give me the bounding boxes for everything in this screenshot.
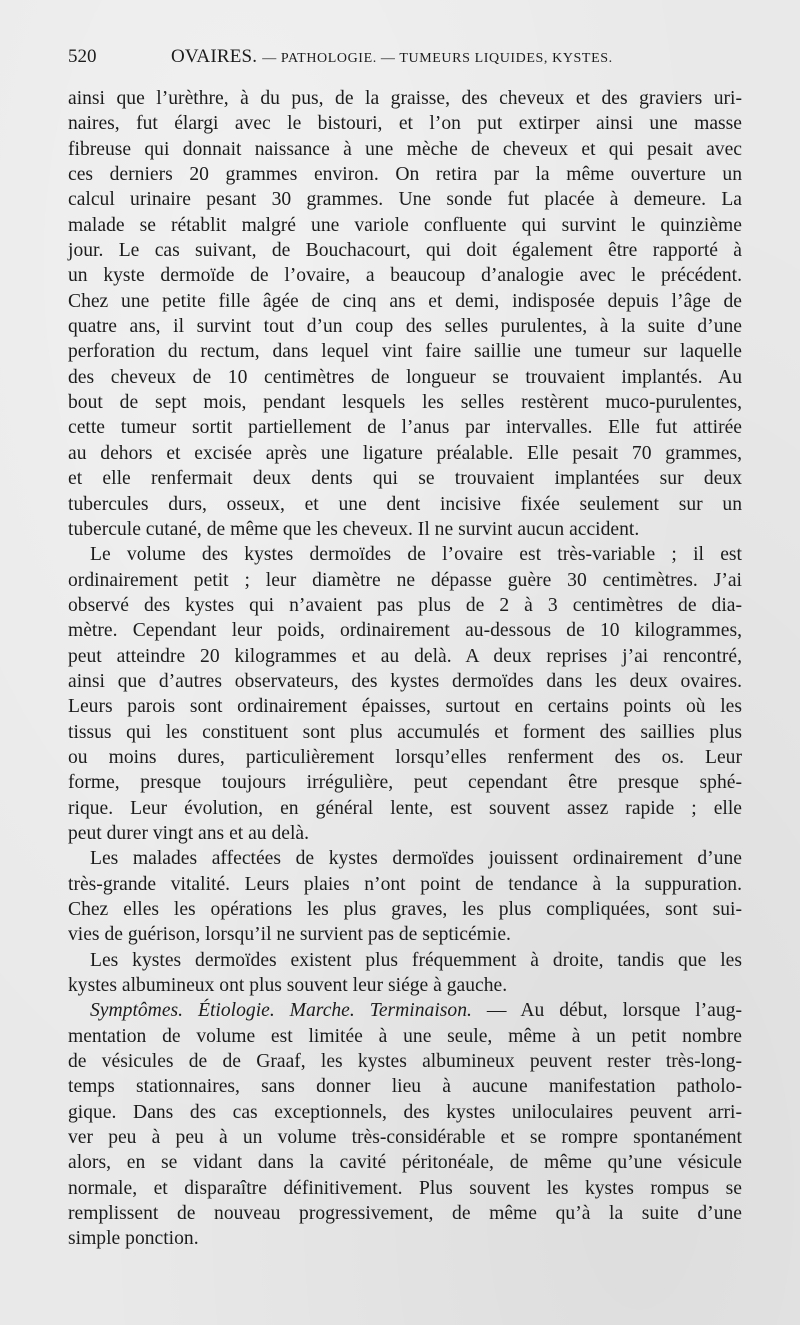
text-line: tubercule cutané, de même que les cheveux. Il ne survint aucun accident. [68,518,640,540]
text-line: forme, presque toujours irrégulière, peut cependant être presque sphé- [68,772,742,794]
text-line: Les malades affectées de kystes dermoïdes jouissent ordinairement d’une [90,848,742,870]
text-line: et elle renfermait deux dents qui se trouvaient implantées sur deux [68,468,742,490]
text-line: Chez une petite fille âgée de cinq ans et demi, indisposée depuis l’âge de [68,290,742,312]
text-line: tubercules durs, osseux, et une dent incisive fixée seulement sur un [68,493,742,515]
text-line: au dehors et excisée après une ligature préalable. Elle pesait 70 grammes, [68,442,742,464]
text-line: peut atteindre 20 kilogrammes et au delà. A deux reprises j’ai rencontré, [68,645,742,667]
text-line: perforation du rectum, dans lequel vint faire saillie une tumeur sur laquelle [68,341,742,363]
text-line: quatre ans, il survint tout d’un coup des selles purulentes, à la suite d’une [68,316,742,338]
page-number: 520 [68,46,97,67]
text-line: naires, fut élargi avec le bistouri, et l’on put extirper ainsi une masse [68,113,742,135]
text-line: mentation de volume est limitée à une seule, même à un petit nombre [68,1025,742,1047]
text-line: observé des kystes qui n’avaient pas plus de 2 à 3 centimètres de dia- [68,594,742,616]
section-lead-text: — Au début, lorsque l’aug- [471,1000,742,1022]
text-line: des cheveux de 10 centimètres de longueur se trouvaient implantés. Au [68,366,742,388]
text-line: Le volume des kystes dermoïdes de l’ovaire est très-variable ; il est [90,544,742,566]
running-head [171,46,613,68]
text-line: cette tumeur sortit partiellement de l’anus par intervalles. Elle fut attirée [68,417,742,439]
paragraph-5 [68,998,742,1251]
text-line: ou moins dures, particulièrement lorsqu’elles renferment des os. Leur [68,746,742,768]
text-line: Chez elles les opérations les plus graves, les plus compliquées, sont sui- [68,899,742,920]
text-line: alors, en se vidant dans la cavité péritonéale, de même qu’une vésicule [68,1152,742,1174]
text-line: ainsi que d’autres observateurs, des kystes dermoïdes dans les deux ovaires. [68,670,742,692]
text-line: ver peu à peu à un volume très-considérable et se rompre spontanément [68,1127,742,1149]
text-line: Leurs parois sont ordinairement épaisses, surtout en certains points où les [68,696,742,718]
text-line: bout de sept mois, pendant lesquels les selles restèrent muco-purulentes, [68,392,742,414]
paragraph-2 [68,542,742,846]
text-line: gique. Dans des cas exceptionnels, des kystes uniloculaires peuvent arri- [68,1101,742,1123]
text-line: ainsi que l’urèthre, à du pus, de la graisse, des cheveux et des graviers uri- [68,88,742,109]
text-line: ces derniers 20 grammes environ. On retira par la même ouverture un [68,164,742,186]
text-line: vies de guérison, lorsqu’il ne survient pas de septicémie. [68,924,511,946]
text-line: jour. Le cas suivant, de Bouchacourt, qui doit également être rapporté à [68,240,742,262]
running-head-main: OVAIRES. [171,46,258,67]
text-line: kystes albumineux ont plus souvent leur siége à gauche. [68,975,508,997]
text-line: rique. Leur évolution, en général lente, est souvent assez rapide ; elle [68,797,742,819]
text-line: simple ponction. [68,1228,199,1250]
text-line: Les kystes dermoïdes existent plus fréquemment à droite, tandis que les [90,949,742,971]
text-line: malade se rétablit malgré une variole confluente qui survint le quinzième [68,214,742,236]
running-head-rest: — PATHOLOGIE. — TUMEURS LIQUIDES, KYSTES. [262,51,613,66]
text-line: normale, et disparaître définitivement. Plus souvent les kystes rompus se [68,1177,742,1199]
section-heading: Symptômes. Étiologie. Marche. Terminaison. [90,1000,472,1022]
text-line: un kyste dermoïde de l’ovaire, a beaucoup d’analogie avec le précédent. [68,265,742,287]
text-line: ordinairement petit ; leur diamètre ne dépasse guère 30 centimètres. J’ai [68,569,742,591]
text-line: remplissent de nouveau progressivement, de même qu’à la suite d’une [68,1203,742,1225]
text-line: mètre. Cependant leur poids, ordinairement au-dessous de 10 kilogrammes, [68,620,742,642]
page-header [68,46,740,74]
section-lead-line [68,998,742,1023]
text-line: calcul urinaire pesant 30 grammes. Une sonde fut placée à demeure. La [68,189,742,211]
paragraph-4 [68,948,742,999]
text-line: temps stationnaires, sans donner lieu à aucune manifestation patholo- [68,1076,742,1098]
paragraph-1 [68,86,742,542]
text-line: peut durer vingt ans et au delà. [68,822,310,844]
paragraph-3 [68,846,742,947]
text-line: de vésicules de de Graaf, les kystes albumineux peuvent rester très-long- [68,1051,742,1073]
text-line: fibreuse qui donnait naissance à une mèche de cheveux et qui pesait avec [68,138,742,160]
text-line: tissus qui les constituent sont plus accumulés et forment des saillies plus [68,721,742,743]
body-text [68,86,742,1252]
text-line: très-grande vitalité. Leurs plaies n’ont point de tendance à la suppuration. [68,873,742,895]
